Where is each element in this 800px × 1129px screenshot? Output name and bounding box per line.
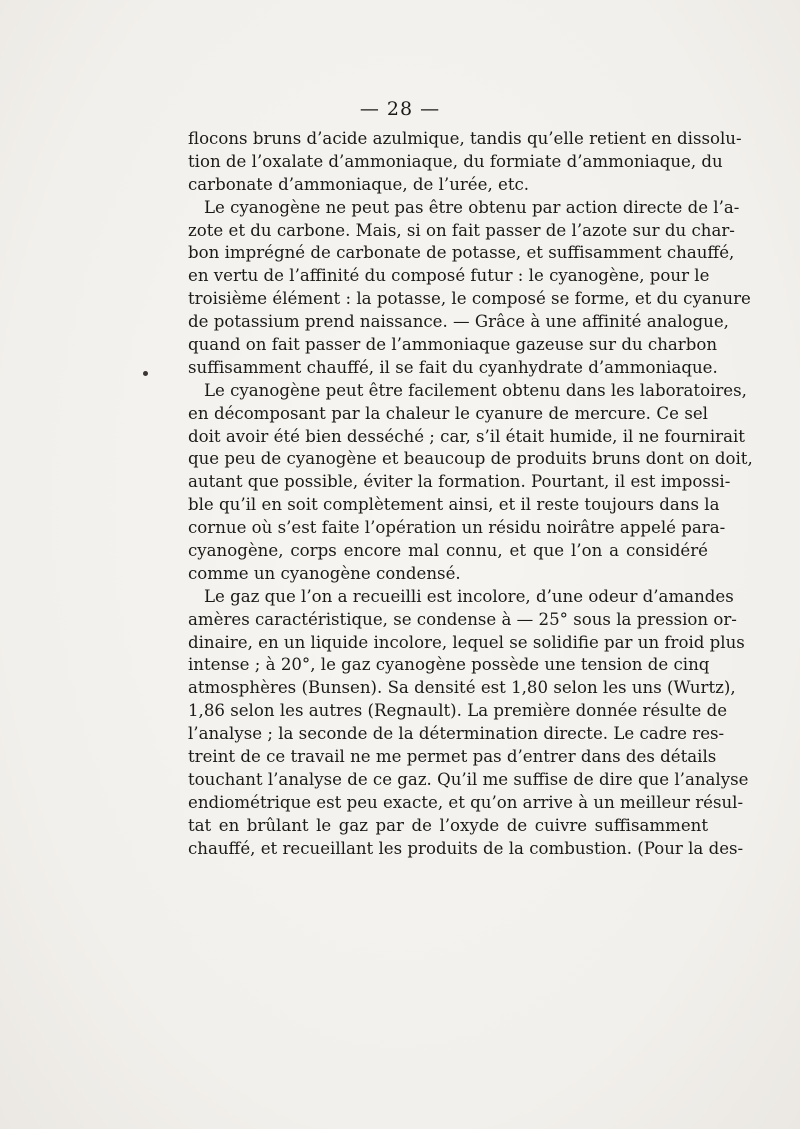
page-number: — 28 — <box>359 98 441 120</box>
text-line: endiométrique est peu exacte, et qu’on arrive à un meilleur résul- <box>188 792 744 812</box>
text-line: zote et du carbone. Mais, si on fait passer de l’azote sur du char- <box>188 220 735 240</box>
text-line: doit avoir été bien desséché ; car, s’il était humide, il ne fournirait <box>188 426 745 446</box>
text-line: cornue où s’est faite l’opération un résidu noirâtre appelé para- <box>188 518 726 538</box>
text-line: treint de ce travail ne me permet pas d’entrer dans des détails <box>188 747 717 767</box>
text-line: amères caractéristique, se condense à — 25° sous la pression or- <box>188 609 737 629</box>
text-line: dinaire, en un liquide incolore, lequel se solidifie par un froid plus <box>188 632 745 652</box>
text-line: touchant l’analyse de ce gaz. Qu’il me suffise de dire que l’analyse <box>188 769 749 789</box>
text-line: flocons bruns d’acide azulmique, tandis qu’elle retient en dissolu- <box>188 129 742 148</box>
body-text <box>188 128 753 861</box>
text-line: Le gaz que l’on a recueilli est incolore, d’une odeur d’amandes <box>204 586 734 606</box>
text-line: comme un cyanogène condensé. <box>188 563 461 583</box>
text-line: en vertu de l’affinité du composé futur : le cyanogène, pour le <box>188 266 710 286</box>
text-line: autant que possible, éviter la formation. Pourtant, il est impossi- <box>188 472 731 492</box>
text-line: suffisamment chauffé, il se fait du cyanhydrate d’ammoniaque. <box>188 357 718 377</box>
text-line: bon imprégné de carbonate de potasse, et suffisamment chauffé, <box>188 243 735 263</box>
text-line: de potassium prend naissance. — Grâce à une affinité analogue, <box>188 312 729 332</box>
text-line: 1,86 selon les autres (Regnault). La première donnée résulte de <box>188 701 728 721</box>
text-line: troisième élément : la potasse, le composé se forme, et du cyanure <box>188 289 751 309</box>
text-line: carbonate d’ammoniaque, de l’urée, etc. <box>188 174 530 194</box>
text-line: Le cyanogène peut être facilement obtenu dans les laboratoires, <box>204 380 747 400</box>
text-line: cyanogène, corps encore mal connu, et que l’on a considéré <box>188 541 708 561</box>
text-line: quand on fait passer de l’ammoniaque gazeuse sur du charbon <box>188 335 718 355</box>
text-line: en décomposant par la chaleur le cyanure de mercure. Ce sel <box>188 403 708 423</box>
text-line: tion de l’oxalate d’ammoniaque, du formiate d’ammoniaque, du <box>188 151 723 171</box>
text-line: que peu de cyanogène et beaucoup de produits bruns dont on doit, <box>188 449 753 469</box>
text-line: ble qu’il en soit complètement ainsi, et il reste toujours dans la <box>188 495 720 515</box>
text-line: atmosphères (Bunsen). Sa densité est 1,80 selon les uns (Wurtz), <box>188 678 736 698</box>
text-line: l’analyse ; la seconde de la détermination directe. Le cadre res- <box>188 724 725 744</box>
text-line: chauffé, et recueillant les produits de la combustion. (Pour la des- <box>188 838 744 858</box>
text-line: Le cyanogène ne peut pas être obtenu par action directe de l’a- <box>204 197 740 217</box>
text-line: tat en brûlant le gaz par de l’oxyde de cuivre suffisamment <box>188 815 708 835</box>
margin-mark <box>143 371 148 376</box>
text-line: intense ; à 20°, le gaz cyanogène possède une tension de cinq <box>188 655 710 675</box>
